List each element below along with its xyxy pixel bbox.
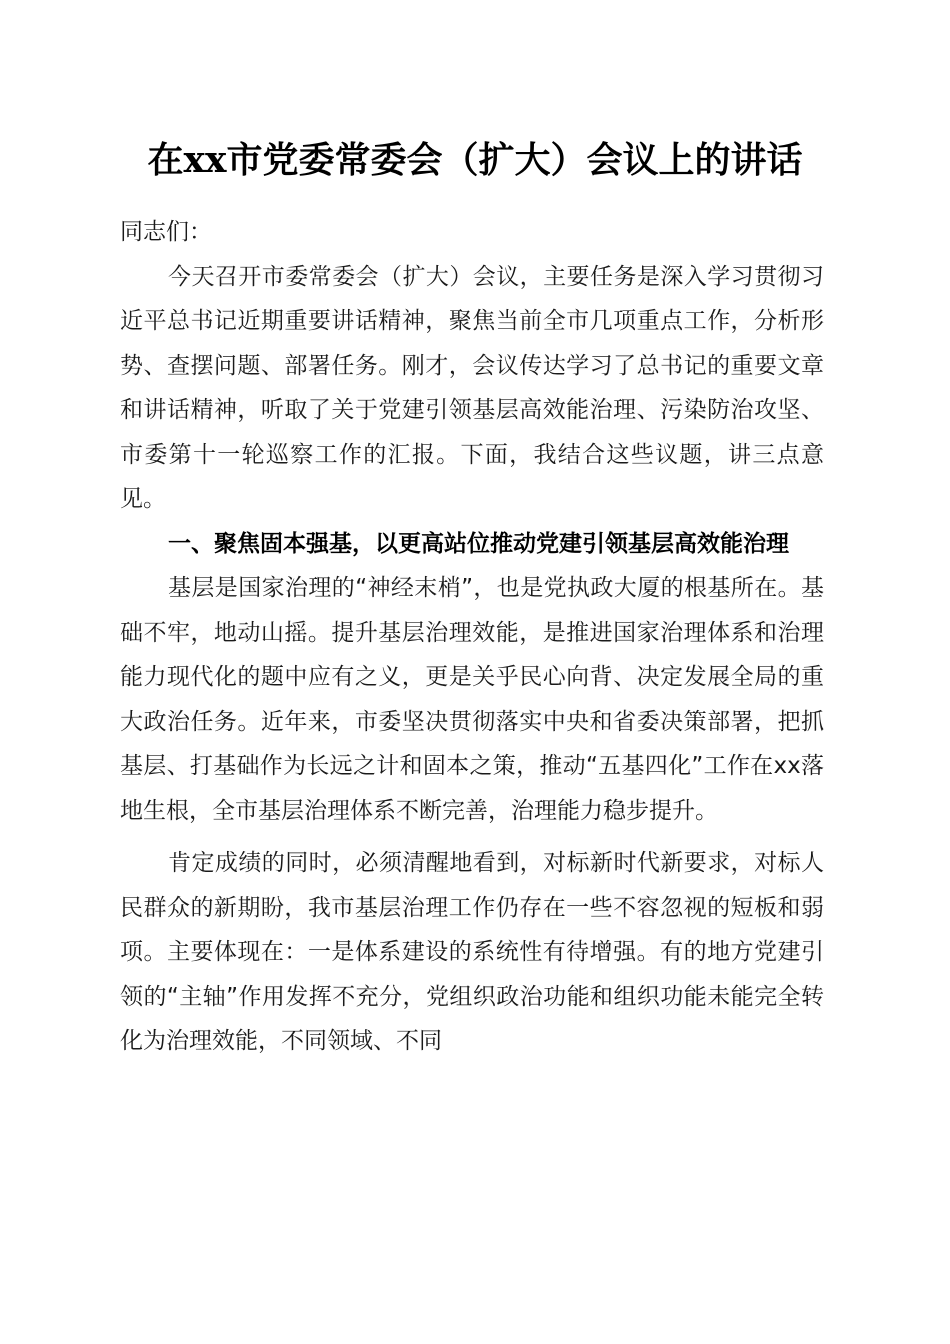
document-body xyxy=(120,210,824,1064)
paragraph-intro: 今天召开市委常委会（扩大）会议，主要任务是深入学习贯彻习近平总书记近期重要讲话精神，聚焦当前全市几项重点工作，分析形势、查摆问题、部署任务。刚才，会议传达学习了总书记的重要文章和讲话精神，听取了关于党建引领基层高效能治理、污染防治攻坚、市委第十一轮巡察工作的汇报。下面，我结合这些议题，讲三点意见。 xyxy=(120,263,824,512)
section-heading: 一、聚焦固本强基，以更高站位推动党建引领基层高效能治理 xyxy=(168,530,789,557)
paragraph-body: 肯定成绩的同时，必须清醒地看到，对标新时代新要求，对标人民群众的新期盼，我市基层治理工作仍存在一些不容忽视的短板和弱项。主要体现在：一是体系建设的系统性有待增强。有的地方党建引领的“主轴”作用发挥不充分，党组织政治功能和组织功能未能完全转化为治理效能，不同领域、不同 xyxy=(120,850,824,1054)
document-title: 在xx市党委常委会（扩大）会议上的讲话 xyxy=(147,139,803,181)
paragraph-body: 基层是国家治理的“神经末梢”，也是党执政大厦的根基所在。基础不牢，地动山摇。提升基层治理效能，是推进国家治理体系和治理能力现代化的题中应有之义，更是关乎民心向背、决定发展全局的重大政治任务。近年来，市委坚决贯彻落实中央和省委决策部署，把抓基层、打基础作为长远之计和固本之策，推动“五基四化”工作在xx落地生根，全市基层治理体系不断完善，治理能力稳步提升。 xyxy=(120,575,824,824)
salutation: 同志们： xyxy=(120,219,212,245)
